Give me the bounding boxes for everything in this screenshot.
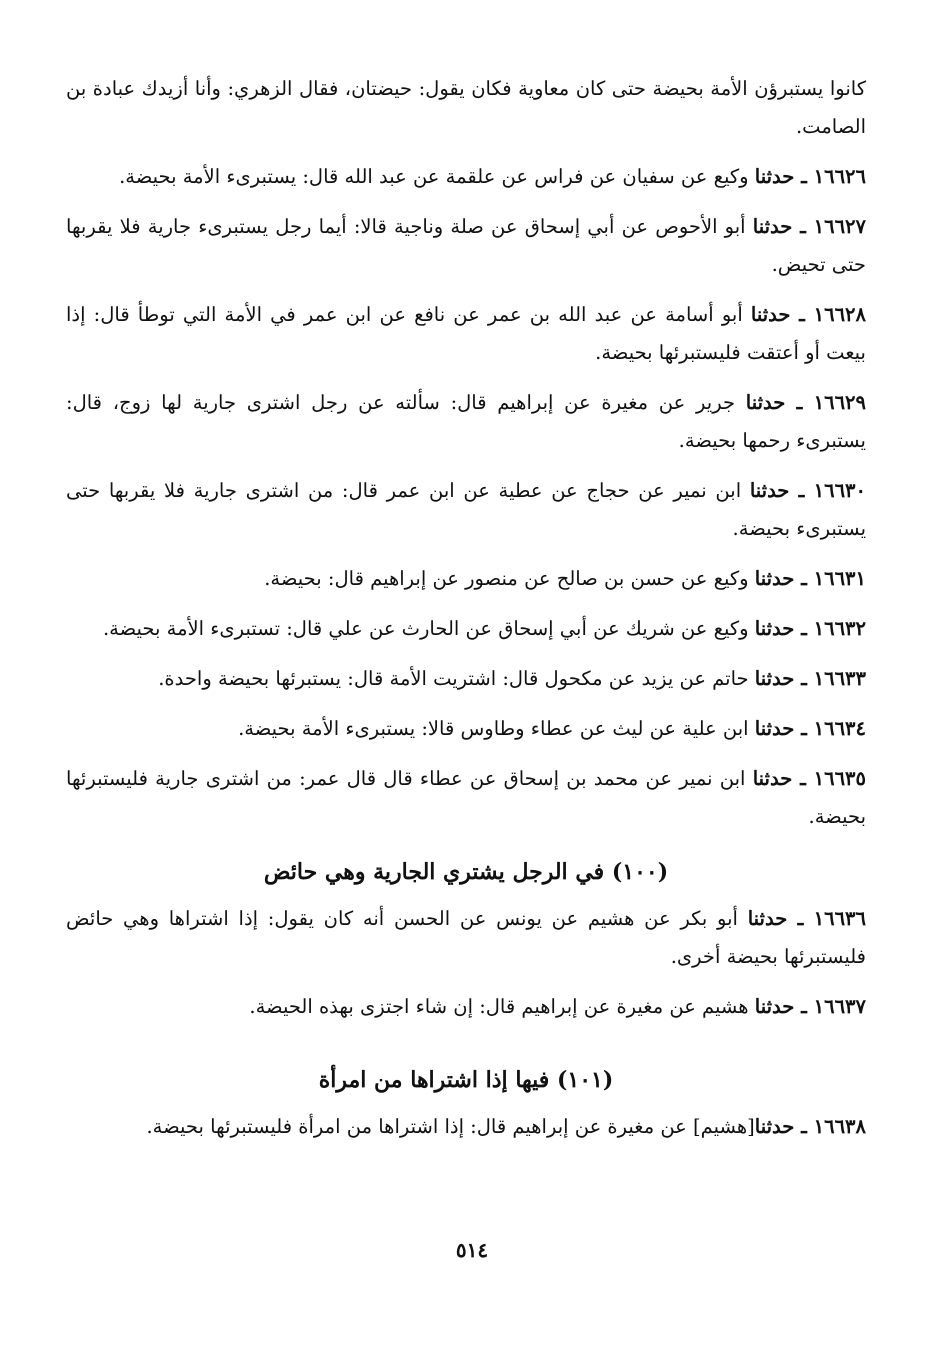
hadith-16629: ١٦٦٢٩ ـ حدثنا جرير عن مغيرة عن إبراهيم قال: سألته عن رجل اشترى جارية لها زوج، قال: يستبرىء رحمها بحيضة. (66, 391, 867, 452)
hadith-number: ١٦٦٣٧ (813, 995, 866, 1018)
hadith-16626: ١٦٦٢٦ ـ حدثنا وكيع عن سفيان عن فراس عن علقمة عن عبد الله قال: يستبرىء الأمة بحيضة. (119, 165, 866, 188)
hadith-intro: حدثنا (754, 567, 795, 590)
hadith-number: ١٦٦٢٨ (813, 303, 867, 326)
hadith-number: ١٦٦٣١ (813, 567, 866, 590)
hadith-text: ابن علية عن ليث عن عطاء وطاوس قالا: يستبرىء الأمة بحيضة. (238, 717, 749, 740)
hadith-text: ابن نمير عن محمد بن إسحاق عن عطاء قال قال عمر: من اشترى جارية فليستبرئها بحيضة. (66, 767, 866, 828)
hadith-number: ١٦٦٣٦ (813, 907, 866, 930)
hadith-intro: حدثنا (752, 767, 793, 790)
hadith-text: وكيع عن شريك عن أبي إسحاق عن الحارث عن علي قال: تستبرىء الأمة بحيضة. (102, 617, 749, 640)
hadith-16635: ١٦٦٣٥ ـ حدثنا ابن نمير عن محمد بن إسحاق عن عطاء قال قال عمر: من اشترى جارية فليستبرئها بحيضة. (66, 767, 866, 828)
hadith-16631: ١٦٦٣١ ـ حدثنا وكيع عن حسن بن صالح عن منصور عن إبراهيم قال: بحيضة. (264, 567, 866, 590)
section-heading-101: (١٠١) فيها إذا اشتراها من امرأة (318, 1067, 614, 1093)
hadith-number: ١٦٦٣٠ (813, 479, 867, 502)
hadith-number: ١٦٦٣٨ (813, 1115, 866, 1138)
hadith-text: [هشيم] عن مغيرة عن إبراهيم قال: إذا اشتراها من امرأة فليستبرئها بحيضة. (146, 1115, 755, 1138)
hadith-number: ١٦٦٣٢ (813, 617, 866, 640)
hadith-intro: حدثنا (754, 1115, 795, 1138)
hadith-number: ١٦٦٢٦ (813, 165, 866, 188)
hadith-number: ١٦٦٢٧ (813, 215, 866, 238)
hadith-intro: حدثنا (749, 479, 790, 502)
hadith-16630: ١٦٦٣٠ ـ حدثنا ابن نمير عن حجاج عن عطية عن ابن عمر قال: من اشترى جارية فلا يقربها حتى يستبرىء بحيضة. (66, 479, 867, 540)
opening-paragraph (66, 70, 866, 146)
hadith-number: ١٦٦٢٩ (813, 391, 867, 414)
hadith-intro: حدثنا (745, 391, 786, 414)
hadith-text: ابن نمير عن حجاج عن عطية عن ابن عمر قال: من اشترى جارية فلا يقربها حتى يستبرىء بحيضة. (66, 479, 866, 540)
hadith-number: ١٦٦٣٤ (813, 717, 866, 740)
hadith-text: وكيع عن سفيان عن فراس عن علقمة عن عبد الله قال: يستبرىء الأمة بحيضة. (119, 165, 749, 188)
hadith-intro: حدثنا (754, 717, 795, 740)
hadith-text: أبو أسامة عن عبد الله بن عمر عن نافع عن ابن عمر في الأمة التي توطأ قال: إذا بيعت أو أعتقت فليستبرئها بحيضة. (66, 303, 866, 364)
hadith-text: حاتم عن يزيد عن مكحول قال: اشتريت الأمة قال: يستبرئها بحيضة واحدة. (158, 667, 749, 690)
hadith-text: أبو الأحوص عن أبي إسحاق عن صلة وناجية قالا: أيما رجل يستبرىء جارية فلا يقربها حتى تحيض. (66, 215, 866, 276)
hadith-16633: ١٦٦٣٣ ـ حدثنا حاتم عن يزيد عن مكحول قال: اشتريت الأمة قال: يستبرئها بحيضة واحدة. (158, 667, 866, 690)
opening-text: كانوا يستبرؤن الأمة بحيضة حتى كان معاوية فكان يقول: حيضتان، فقال الزهري: وأنا أزيدك عبادة بن الصامت. (66, 77, 866, 138)
hadith-intro: حدثنا (752, 215, 793, 238)
hadith-intro: حدثنا (750, 303, 791, 326)
hadith-text: هشيم عن مغيرة عن إبراهيم قال: إن شاء اجتزى بهذه الحيضة. (249, 995, 749, 1018)
hadith-text: وكيع عن حسن بن صالح عن منصور عن إبراهيم قال: بحيضة. (264, 567, 749, 590)
page-number: ٥١٤ (455, 1238, 489, 1262)
hadith-16636: ١٦٦٣٦ ـ حدثنا أبو بكر عن هشيم عن يونس عن الحسن أنه كان يقول: إذا اشتراها وهي حائض فليستبرئها بحيضة أخرى. (66, 907, 866, 968)
hadith-16628: ١٦٦٢٨ ـ حدثنا أبو أسامة عن عبد الله بن عمر عن نافع عن ابن عمر في الأمة التي توطأ قال: إذا بيعت أو أعتقت فليستبرئها بحيضة. (66, 303, 867, 364)
hadith-intro: حدثنا (754, 165, 795, 188)
hadith-intro: حدثنا (754, 667, 795, 690)
hadith-number: ١٦٦٣٣ (813, 667, 866, 690)
hadith-16632: ١٦٦٣٢ ـ حدثنا وكيع عن شريك عن أبي إسحاق عن الحارث عن علي قال: تستبرىء الأمة بحيضة. (102, 617, 866, 640)
hadith-16638: ١٦٦٣٨ ـ حدثنا[هشيم] عن مغيرة عن إبراهيم قال: إذا اشتراها من امرأة فليستبرئها بحيضة. (146, 1115, 866, 1138)
page-body (66, 70, 866, 1158)
hadith-intro: حدثنا (747, 907, 788, 930)
hadith-text: أبو بكر عن هشيم عن يونس عن الحسن أنه كان يقول: إذا اشتراها وهي حائض فليستبرئها بحيضة أخرى. (66, 907, 866, 968)
section-heading-100: (١٠٠) في الرجل يشتري الجارية وهي حائض (263, 859, 669, 885)
hadith-intro: حدثنا (754, 617, 795, 640)
hadith-text: جرير عن مغيرة عن إبراهيم قال: سألته عن رجل اشترى جارية لها زوج، قال: يستبرىء رحمها بحيضة. (66, 391, 866, 452)
hadith-16634: ١٦٦٣٤ ـ حدثنا ابن علية عن ليث عن عطاء وطاوس قالا: يستبرىء الأمة بحيضة. (238, 717, 866, 740)
hadith-16627: ١٦٦٢٧ ـ حدثنا أبو الأحوص عن أبي إسحاق عن صلة وناجية قالا: أيما رجل يستبرىء جارية فلا يقربها حتى تحيض. (66, 215, 866, 276)
hadith-intro: حدثنا (754, 995, 795, 1018)
hadith-16637: ١٦٦٣٧ ـ حدثنا هشيم عن مغيرة عن إبراهيم قال: إن شاء اجتزى بهذه الحيضة. (249, 995, 866, 1018)
hadith-number: ١٦٦٣٥ (813, 767, 866, 790)
